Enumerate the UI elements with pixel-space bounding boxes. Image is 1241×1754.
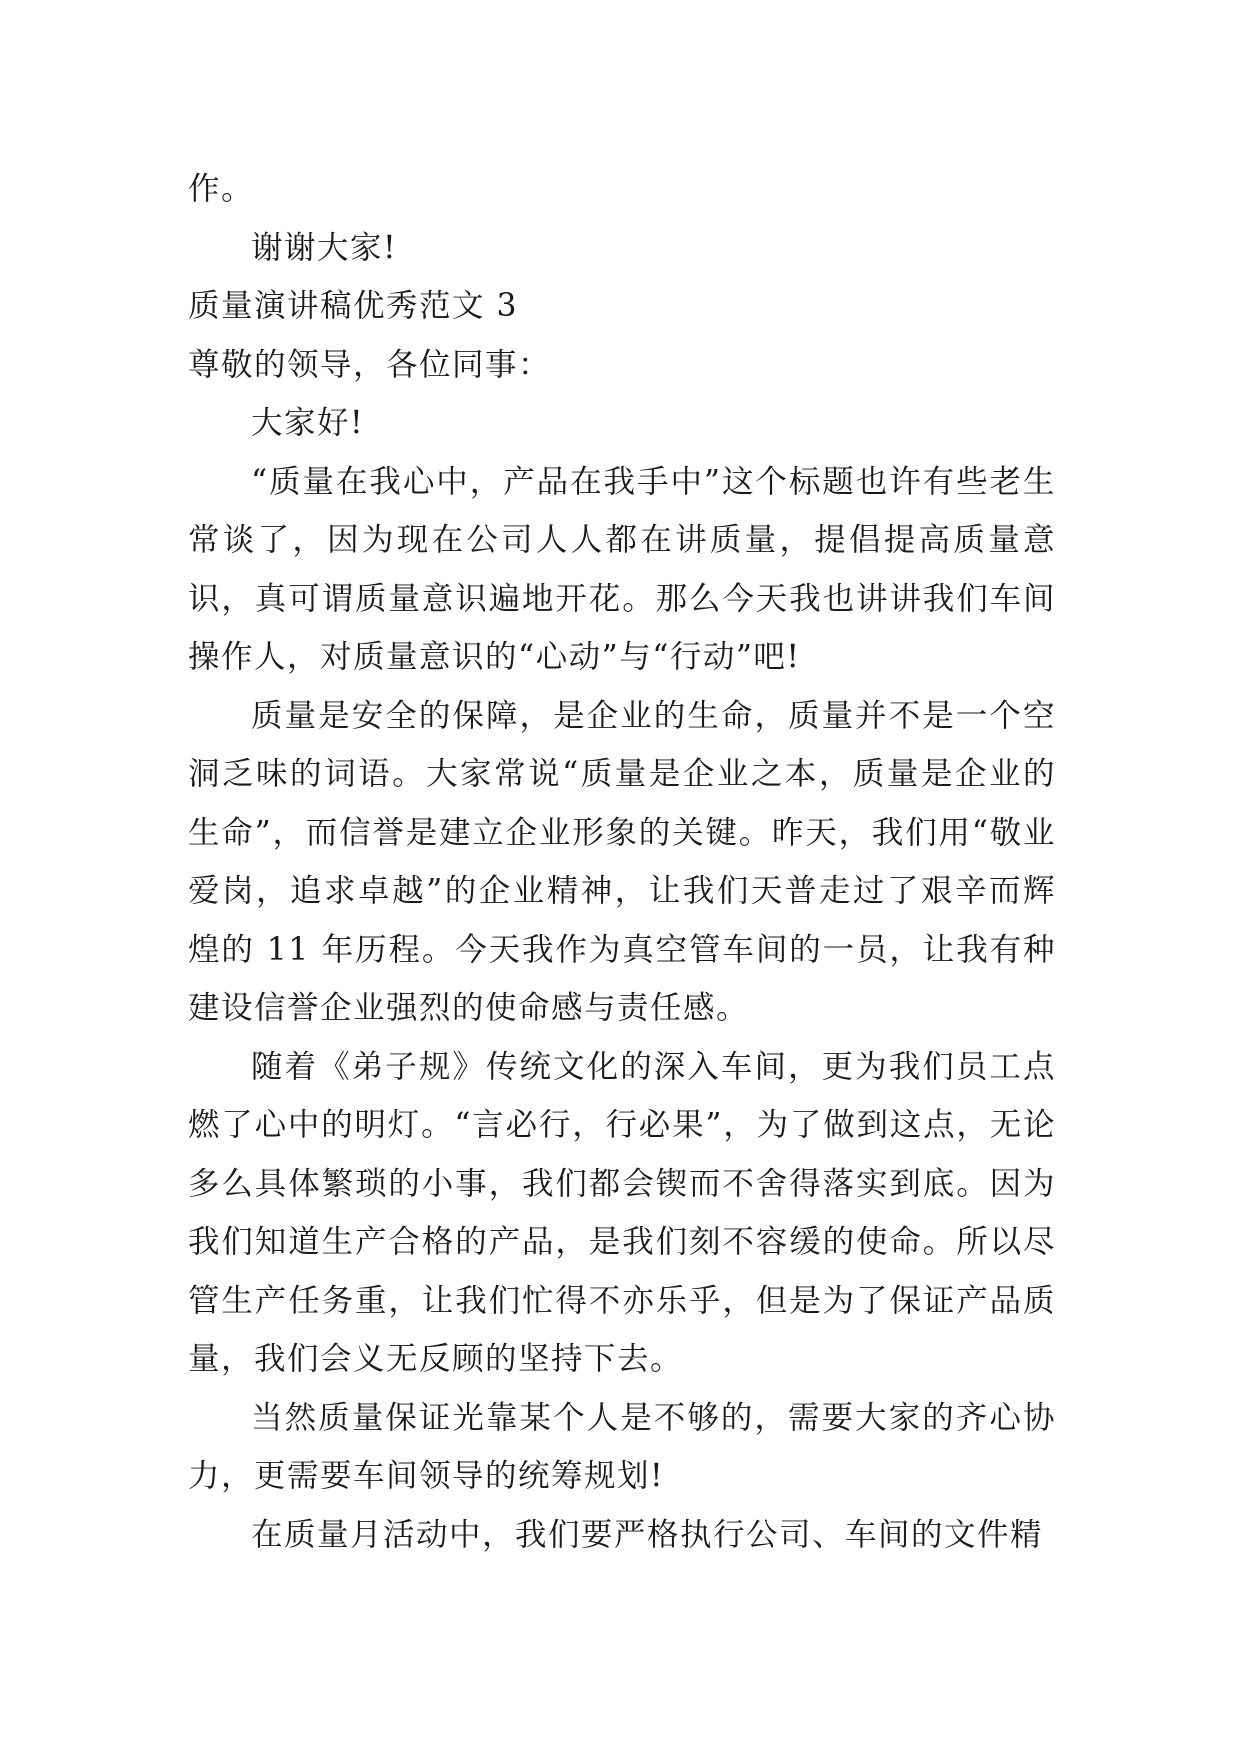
- paragraph: 随着《弟子规》传统文化的深入车间，更为我们员工点燃了心中的明灯。“言必行，行必果”，为了做到这点，无论多么具体繁琐的小事，我们都会锲而不舍得落实到底。因为我们知道生产合格的产品，是我们刻不容缓的使命。所以尽管生产任务重，让我们忙得不亦乐乎，但是为了保证产品质量，我们会义无反顾的坚持下去。: [188, 1048, 1056, 1377]
- paragraph: 当然质量保证光靠某个人是不够的，需要大家的齐心协力，更需要车间领导的统筹规划!: [188, 1399, 1056, 1494]
- paragraph-thanks: 谢谢大家!: [251, 229, 398, 266]
- salutation: 尊敬的领导，各位同事：: [188, 346, 552, 383]
- paragraph-continuation: 作。: [188, 171, 255, 207]
- greeting: 大家好!: [251, 405, 365, 441]
- paragraph: “质量在我心中，产品在我手中”这个标题也许有些老生常谈了，因为现在公司人人都在讲质量，提倡提高质量意识，真可谓质量意识遍地开花。那么今天我也讲讲我们车间操作人，对质量意识的“心动”与“行动”吧!: [188, 463, 1056, 675]
- section-title: 质量演讲稿优秀范文 3: [188, 288, 519, 324]
- document-body: [188, 160, 1056, 1564]
- paragraph: 在质量月活动中，我们要严格执行公司、车间的文件精: [251, 1516, 1044, 1553]
- paragraph: 质量是安全的保障，是企业的生命，质量并不是一个空洞乏味的词语。大家常说“质量是企业之本，质量是企业的生命”，而信誉是建立企业形象的关键。昨天，我们用“敬业爱岗，追求卓越”的企业精神，让我们天普走过了艰辛而辉煌的 11 年历程。今天我作为真空管车间的一员，让我有种建设信誉企业强烈的使命感与责任感。: [188, 697, 1056, 1026]
